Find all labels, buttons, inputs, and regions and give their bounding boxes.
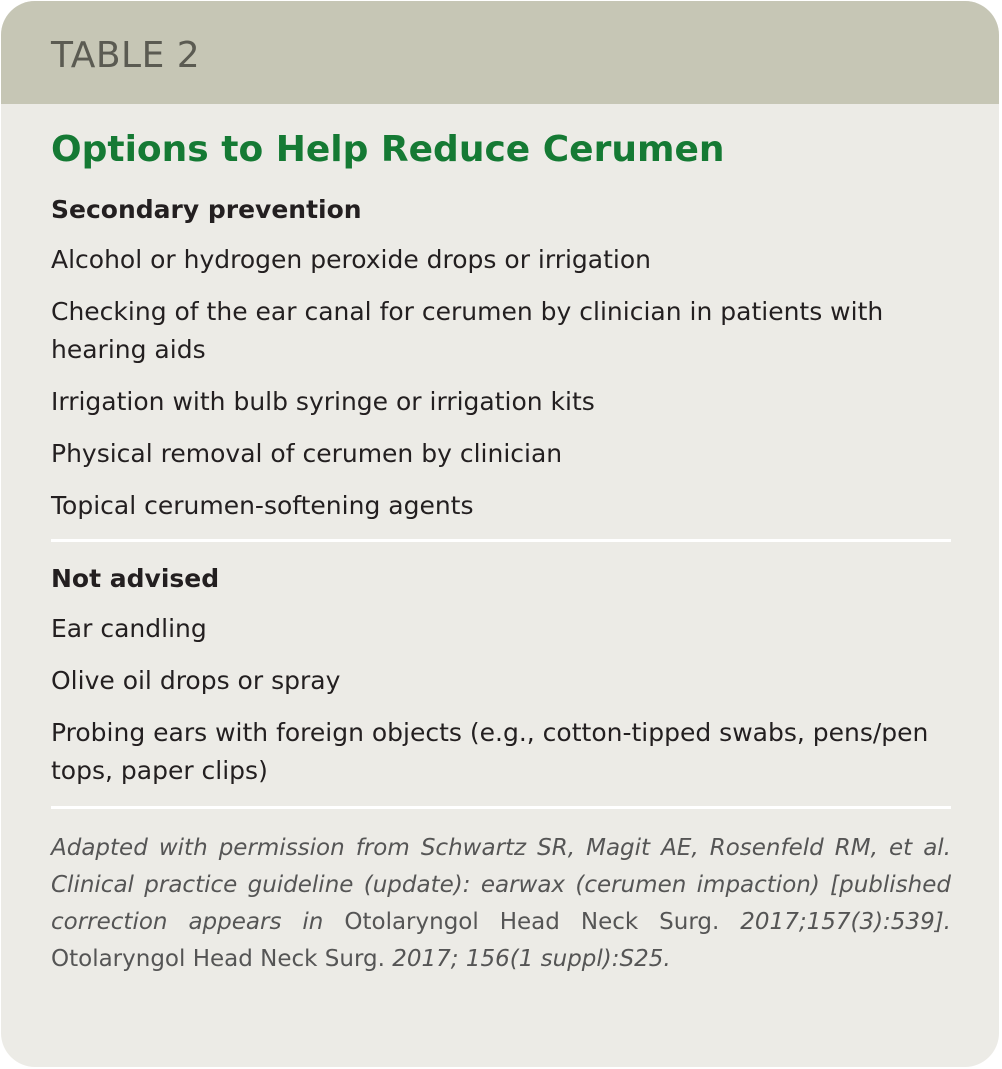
table-header-bar — [1, 1, 999, 104]
table-content — [51, 104, 951, 978]
list-item: Physical removal of cerumen by clinician — [51, 439, 563, 468]
list-item: Ear candling — [51, 614, 207, 643]
list-item: Probing ears with foreign objects (e.g., cotton-tipped swabs, pens/pen tops, paper clips) — [51, 718, 929, 785]
citation-text: 2017; 156(1 suppl):S25. — [384, 946, 671, 972]
section-heading-secondary-prevention: Secondary prevention — [51, 195, 362, 224]
list-item: Alcohol or hydrogen peroxide drops or irrigation — [51, 245, 651, 274]
list-item: Topical cerumen-softening agents — [51, 491, 474, 520]
table-card — [1, 1, 999, 1067]
section-divider — [51, 539, 951, 542]
journal-name: Otolaryngol Head Neck Surg. — [344, 909, 720, 935]
list-item: Olive oil drops or spray — [51, 666, 341, 695]
source-citation — [51, 830, 951, 978]
list-item: Irrigation with bulb syringe or irrigation kits — [51, 387, 595, 416]
list-item: Checking of the ear canal for cerumen by clinician in patients with hearing aids — [51, 297, 884, 364]
table-title: Options to Help Reduce Cerumen — [51, 129, 725, 170]
table-number-label: TABLE 2 — [51, 35, 201, 76]
journal-name: Otolaryngol Head Neck Surg. — [51, 946, 385, 972]
section-heading-not-advised: Not advised — [51, 564, 220, 593]
section-divider — [51, 806, 951, 809]
citation-text: 2017;157(3):539]. — [719, 909, 951, 935]
citation-text: Adapted with permission from Schwartz SR, Magit AE, Rosenfeld RM, et al. Clinical practice guideline (update): earwax (cerumen impaction) [published correction appears in — [51, 835, 951, 935]
